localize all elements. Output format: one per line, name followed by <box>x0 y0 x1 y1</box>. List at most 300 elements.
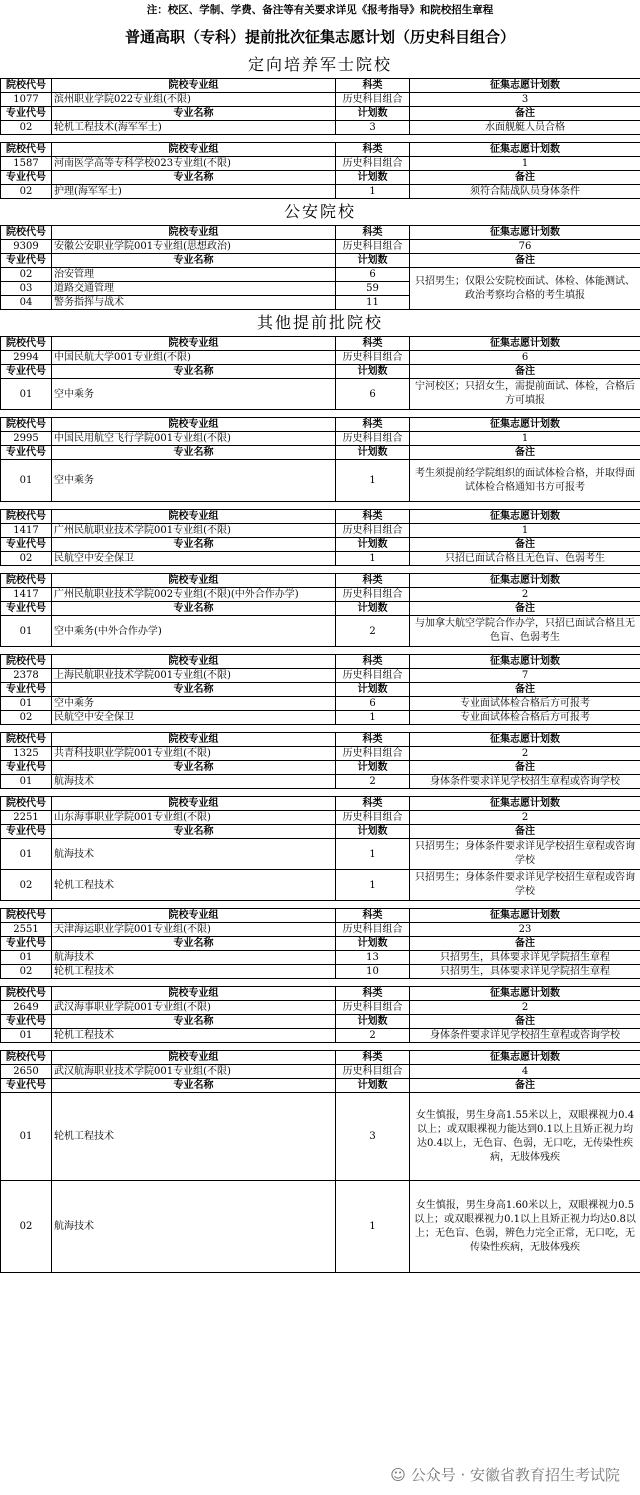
header-major-code: 专业代号 <box>1 107 52 121</box>
major-header-row <box>1 1079 640 1093</box>
group-header-row <box>1 909 640 923</box>
major-remark: 只招男生，具体要求详见学院招生章程 <box>410 951 640 965</box>
school-group-table <box>0 336 640 410</box>
header-subject: 科类 <box>336 574 410 588</box>
major-code: 02 <box>1 268 52 282</box>
header-major-name: 专业名称 <box>52 761 336 775</box>
major-remark: 只招男生，具体要求详见学院招生章程 <box>410 965 640 979</box>
school-group-name: 安徽公安职业学院001专业组(思想政治) <box>52 240 336 254</box>
header-subject: 科类 <box>336 226 410 240</box>
major-code: 02 <box>1 552 52 566</box>
content <box>0 52 640 1273</box>
major-name: 航海技术 <box>52 1181 336 1273</box>
header-plan: 计划数 <box>336 1015 410 1029</box>
major-name: 治安管理 <box>52 268 336 282</box>
subject: 历史科目组合 <box>336 240 410 254</box>
major-remark: 宁河校区；只招女生，需提前面试、体检，合格后方可填报 <box>410 379 640 410</box>
major-remark: 只招已面试合格且无色盲、色弱考生 <box>410 552 640 566</box>
major-code: 02 <box>1 121 52 135</box>
notice: 注：校区、学制、学费、备注等有关要求详见《报考指导》和院校招生章程 <box>146 4 494 16</box>
major-code: 01 <box>1 460 52 502</box>
major-header-row <box>1 1015 640 1029</box>
header-major-code: 专业代号 <box>1 761 52 775</box>
header-major-code: 专业代号 <box>1 1079 52 1093</box>
major-name: 民航空中安全保卫 <box>52 711 336 725</box>
major-row <box>1 185 640 199</box>
header-school-code: 院校代号 <box>1 79 52 93</box>
major-remark: 只招男生；仅限公安院校面试、体检、体能测试、政治考察均合格的考生填报 <box>410 268 640 310</box>
major-row <box>1 839 640 870</box>
subject: 历史科目组合 <box>336 351 410 365</box>
major-name: 护理(海军军士) <box>52 185 336 199</box>
header-plan-total: 征集志愿计划数 <box>410 655 640 669</box>
header-plan: 计划数 <box>336 254 410 268</box>
section-heading: 其他提前批院校 <box>256 313 383 332</box>
header-school-group: 院校专业组 <box>52 510 336 524</box>
header-remark: 备注 <box>410 602 640 616</box>
header-remark: 备注 <box>410 1015 640 1029</box>
group-row <box>1 811 640 825</box>
major-plan: 2 <box>336 1029 410 1043</box>
header-major-code: 专业代号 <box>1 602 52 616</box>
major-name: 警务指挥与战术 <box>52 296 336 310</box>
header-major-name: 专业名称 <box>52 171 336 185</box>
school-group-name: 武汉海事职业学院001专业组(不限) <box>52 1001 336 1015</box>
header-plan-total: 征集志愿计划数 <box>410 574 640 588</box>
school-group-table <box>0 796 640 901</box>
school-group-name: 滨州职业学院022专业组(不限) <box>52 93 336 107</box>
group-row <box>1 432 640 446</box>
school-code: 1587 <box>1 157 52 171</box>
school-group-table <box>0 908 640 979</box>
header-plan: 计划数 <box>336 171 410 185</box>
header-plan: 计划数 <box>336 825 410 839</box>
header-school-code: 院校代号 <box>1 1051 52 1065</box>
header-major-code: 专业代号 <box>1 937 52 951</box>
group-header-row <box>1 1051 640 1065</box>
header-major-code: 专业代号 <box>1 254 52 268</box>
school-group-table <box>0 225 640 310</box>
school-group-table <box>0 417 640 502</box>
plan-total: 7 <box>410 669 640 683</box>
group-header-row <box>1 733 640 747</box>
major-row <box>1 951 640 965</box>
header-major-code: 专业代号 <box>1 171 52 185</box>
major-row <box>1 379 640 410</box>
major-name: 航海技术 <box>52 951 336 965</box>
header-major-code: 专业代号 <box>1 683 52 697</box>
subject: 历史科目组合 <box>336 1065 410 1079</box>
header-remark: 备注 <box>410 254 640 268</box>
school-group-name: 中国民航大学001专业组(不限) <box>52 351 336 365</box>
header-major-name: 专业名称 <box>52 683 336 697</box>
header-school-group: 院校专业组 <box>52 797 336 811</box>
header-plan-total: 征集志愿计划数 <box>410 909 640 923</box>
header-major-name: 专业名称 <box>52 538 336 552</box>
header-subject: 科类 <box>336 418 410 432</box>
major-row <box>1 1181 640 1273</box>
major-name: 轮机工程技术 <box>52 870 336 901</box>
school-group-table <box>0 654 640 725</box>
header-subject: 科类 <box>336 337 410 351</box>
header-remark: 备注 <box>410 538 640 552</box>
school-code: 2649 <box>1 1001 52 1015</box>
watermark-text: 公众号 · 安徽省教育招生考试院 <box>410 1466 620 1484</box>
plan-total: 2 <box>410 811 640 825</box>
major-remark: 与加拿大航空学院合作办学，只招已面试合格且无色盲、色弱考生 <box>410 616 640 647</box>
group-header-row <box>1 655 640 669</box>
group-row <box>1 1001 640 1015</box>
subject: 历史科目组合 <box>336 432 410 446</box>
major-plan: 10 <box>336 965 410 979</box>
header-school-group: 院校专业组 <box>52 143 336 157</box>
school-group-table <box>0 142 640 199</box>
group-row <box>1 351 640 365</box>
major-plan: 13 <box>336 951 410 965</box>
header-plan: 计划数 <box>336 602 410 616</box>
plan-total: 2 <box>410 1001 640 1015</box>
header-plan-total: 征集志愿计划数 <box>410 337 640 351</box>
major-code: 01 <box>1 839 52 870</box>
major-name: 轮机工程技术 <box>52 965 336 979</box>
header-major-name: 专业名称 <box>52 1015 336 1029</box>
major-code: 01 <box>1 775 52 789</box>
header-plan: 计划数 <box>336 761 410 775</box>
header-school-code: 院校代号 <box>1 655 52 669</box>
school-group-table <box>0 986 640 1043</box>
major-remark: 女生慎报，男生身高1.60米以上，双眼裸视力0.5以上；或双眼裸视力0.1以上且矫正视力均达0.8以上；无色盲、色弱，辨色力完全正常，无口吃，无传染性疾病，无肢体残疾 <box>410 1181 640 1273</box>
header-major-code: 专业代号 <box>1 446 52 460</box>
header-major-name: 专业名称 <box>52 825 336 839</box>
header-school-group: 院校专业组 <box>52 226 336 240</box>
header-subject: 科类 <box>336 987 410 1001</box>
major-name: 轮机工程技术(海军军士) <box>52 121 336 135</box>
header-plan-total: 征集志愿计划数 <box>410 226 640 240</box>
plan-total: 2 <box>410 588 640 602</box>
major-code: 01 <box>1 697 52 711</box>
group-header-row <box>1 337 640 351</box>
header-plan: 计划数 <box>336 538 410 552</box>
header-major-name: 专业名称 <box>52 365 336 379</box>
major-remark: 身体条件要求详见学校招生章程或咨询学校 <box>410 1029 640 1043</box>
header-plan-total: 征集志愿计划数 <box>410 987 640 1001</box>
header-school-group: 院校专业组 <box>52 987 336 1001</box>
header-remark: 备注 <box>410 825 640 839</box>
major-plan: 1 <box>336 870 410 901</box>
header-school-code: 院校代号 <box>1 143 52 157</box>
header-school-group: 院校专业组 <box>52 418 336 432</box>
major-header-row <box>1 761 640 775</box>
major-code: 02 <box>1 965 52 979</box>
header-remark: 备注 <box>410 171 640 185</box>
page-title: 普通高职（专科）提前批次征集志愿计划（历史科目组合） <box>124 28 515 46</box>
major-row <box>1 965 640 979</box>
major-plan: 3 <box>336 1093 410 1181</box>
major-remark: 考生须提前经学院组织的面试体检合格，并取得面试体检合格通知书方可报考 <box>410 460 640 502</box>
school-group-name: 广州民航职业技术学院002专业组(不限)(中外合作办学) <box>52 588 336 602</box>
major-plan: 2 <box>336 775 410 789</box>
header-school-group: 院校专业组 <box>52 655 336 669</box>
plan-total: 23 <box>410 923 640 937</box>
header-major-code: 专业代号 <box>1 1015 52 1029</box>
header-remark: 备注 <box>410 1079 640 1093</box>
major-remark: 专业面试体检合格后方可报考 <box>410 711 640 725</box>
school-group-name: 河南医学高等专科学校023专业组(不限) <box>52 157 336 171</box>
section-heading: 定向培养军士院校 <box>247 55 392 74</box>
group-row <box>1 923 640 937</box>
major-remark: 只招男生；身体条件要求详见学校招生章程或咨询学校 <box>410 839 640 870</box>
group-row <box>1 524 640 538</box>
school-code: 2551 <box>1 923 52 937</box>
major-header-row <box>1 602 640 616</box>
subject: 历史科目组合 <box>336 669 410 683</box>
header-plan: 计划数 <box>336 446 410 460</box>
major-name: 航海技术 <box>52 775 336 789</box>
major-code: 01 <box>1 951 52 965</box>
header-major-name: 专业名称 <box>52 602 336 616</box>
subject: 历史科目组合 <box>336 588 410 602</box>
major-plan: 11 <box>336 296 410 310</box>
school-group-table <box>0 732 640 789</box>
major-name: 空中乘务(中外合作办学) <box>52 616 336 647</box>
major-row <box>1 1093 640 1181</box>
major-code: 04 <box>1 296 52 310</box>
major-code: 02 <box>1 1181 52 1273</box>
school-code: 1417 <box>1 588 52 602</box>
major-header-row <box>1 538 640 552</box>
header-remark: 备注 <box>410 937 640 951</box>
section-heading: 公安院校 <box>283 202 356 221</box>
group-row <box>1 669 640 683</box>
header-subject: 科类 <box>336 655 410 669</box>
group-row <box>1 240 640 254</box>
header-remark: 备注 <box>410 683 640 697</box>
major-name: 道路交通管理 <box>52 282 336 296</box>
header-plan: 计划数 <box>336 937 410 951</box>
group-header-row <box>1 797 640 811</box>
school-code: 2251 <box>1 811 52 825</box>
major-code: 01 <box>1 379 52 410</box>
header-plan: 计划数 <box>336 107 410 121</box>
header-school-group: 院校专业组 <box>52 909 336 923</box>
major-header-row <box>1 254 640 268</box>
school-group-name: 武汉航海职业技术学院001专业组(不限) <box>52 1065 336 1079</box>
header-subject: 科类 <box>336 143 410 157</box>
major-header-row <box>1 446 640 460</box>
header-school-code: 院校代号 <box>1 733 52 747</box>
major-remark: 须符合陆战队员身体条件 <box>410 185 640 199</box>
school-code: 2994 <box>1 351 52 365</box>
header-school-code: 院校代号 <box>1 418 52 432</box>
subject: 历史科目组合 <box>336 1001 410 1015</box>
header-plan-total: 征集志愿计划数 <box>410 79 640 93</box>
major-row <box>1 711 640 725</box>
group-row <box>1 588 640 602</box>
major-plan: 1 <box>336 552 410 566</box>
plan-total: 4 <box>410 1065 640 1079</box>
major-remark: 女生慎报，男生身高1.55米以上，双眼裸视力0.4以上；或双眼裸视力能达到0.1以上且矫正视力均达0.4以上，无色盲、色弱，无口吃，无传染性疾病，无肢体残疾 <box>410 1093 640 1181</box>
major-row <box>1 268 640 282</box>
school-group-name: 中国民用航空飞行学院001专业组(不限) <box>52 432 336 446</box>
header-subject: 科类 <box>336 733 410 747</box>
group-row <box>1 1065 640 1079</box>
major-row <box>1 775 640 789</box>
header-school-group: 院校专业组 <box>52 1051 336 1065</box>
header-subject: 科类 <box>336 909 410 923</box>
subject: 历史科目组合 <box>336 747 410 761</box>
header-major-code: 专业代号 <box>1 538 52 552</box>
header-school-code: 院校代号 <box>1 797 52 811</box>
plan-total: 1 <box>410 157 640 171</box>
school-group-table <box>0 78 640 135</box>
school-code: 1325 <box>1 747 52 761</box>
header-remark: 备注 <box>410 107 640 121</box>
major-row <box>1 552 640 566</box>
major-row <box>1 870 640 901</box>
major-code: 01 <box>1 616 52 647</box>
header-major-name: 专业名称 <box>52 1079 336 1093</box>
major-remark: 水面舰艇人员合格 <box>410 121 640 135</box>
watermark <box>390 1464 620 1485</box>
plan-total: 2 <box>410 747 640 761</box>
header-school-code: 院校代号 <box>1 909 52 923</box>
school-code: 2995 <box>1 432 52 446</box>
major-plan: 1 <box>336 1181 410 1273</box>
major-name: 空中乘务 <box>52 697 336 711</box>
school-code: 2378 <box>1 669 52 683</box>
header-plan-total: 征集志愿计划数 <box>410 143 640 157</box>
school-code: 1417 <box>1 524 52 538</box>
wechat-icon: ☺ <box>390 1466 406 1484</box>
major-row <box>1 460 640 502</box>
major-name: 空中乘务 <box>52 460 336 502</box>
major-plan: 6 <box>336 697 410 711</box>
major-plan: 6 <box>336 379 410 410</box>
header-school-group: 院校专业组 <box>52 79 336 93</box>
group-row <box>1 157 640 171</box>
subject: 历史科目组合 <box>336 157 410 171</box>
major-plan: 6 <box>336 268 410 282</box>
group-header-row <box>1 79 640 93</box>
header-major-name: 专业名称 <box>52 937 336 951</box>
header-plan-total: 征集志愿计划数 <box>410 733 640 747</box>
major-plan: 2 <box>336 616 410 647</box>
header-school-group: 院校专业组 <box>52 574 336 588</box>
subject: 历史科目组合 <box>336 811 410 825</box>
subject: 历史科目组合 <box>336 923 410 937</box>
major-name: 民航空中安全保卫 <box>52 552 336 566</box>
school-group-name: 山东海事职业学院001专业组(不限) <box>52 811 336 825</box>
major-remark: 专业面试体检合格后方可报考 <box>410 697 640 711</box>
header-plan: 计划数 <box>336 365 410 379</box>
header-school-group: 院校专业组 <box>52 337 336 351</box>
major-row <box>1 121 640 135</box>
header-major-name: 专业名称 <box>52 107 336 121</box>
group-header-row <box>1 987 640 1001</box>
header-major-code: 专业代号 <box>1 365 52 379</box>
header-plan-total: 征集志愿计划数 <box>410 1051 640 1065</box>
header-plan-total: 征集志愿计划数 <box>410 418 640 432</box>
major-plan: 1 <box>336 839 410 870</box>
header-plan: 计划数 <box>336 1079 410 1093</box>
major-code: 03 <box>1 282 52 296</box>
header-school-code: 院校代号 <box>1 337 52 351</box>
plan-total: 1 <box>410 432 640 446</box>
school-code: 1077 <box>1 93 52 107</box>
header-remark: 备注 <box>410 365 640 379</box>
header-school-code: 院校代号 <box>1 226 52 240</box>
header-subject: 科类 <box>336 510 410 524</box>
group-row <box>1 93 640 107</box>
header-remark: 备注 <box>410 761 640 775</box>
header-plan-total: 征集志愿计划数 <box>410 797 640 811</box>
school-group-table <box>0 509 640 566</box>
major-name: 轮机工程技术 <box>52 1093 336 1181</box>
header-school-code: 院校代号 <box>1 574 52 588</box>
school-group-name: 共青科技职业学院001专业组(不限) <box>52 747 336 761</box>
plan-total: 3 <box>410 93 640 107</box>
school-code: 2650 <box>1 1065 52 1079</box>
school-group-name: 天津海运职业学院001专业组(不限) <box>52 923 336 937</box>
school-group-table <box>0 1050 640 1273</box>
major-header-row <box>1 937 640 951</box>
header-subject: 科类 <box>336 797 410 811</box>
major-name: 轮机工程技术 <box>52 1029 336 1043</box>
school-group-table <box>0 573 640 647</box>
group-header-row <box>1 143 640 157</box>
major-plan: 1 <box>336 185 410 199</box>
header-plan-total: 征集志愿计划数 <box>410 510 640 524</box>
plan-total: 76 <box>410 240 640 254</box>
major-plan: 3 <box>336 121 410 135</box>
header-school-group: 院校专业组 <box>52 733 336 747</box>
major-header-row <box>1 171 640 185</box>
header-major-name: 专业名称 <box>52 446 336 460</box>
major-plan: 1 <box>336 460 410 502</box>
major-code: 02 <box>1 185 52 199</box>
major-code: 02 <box>1 711 52 725</box>
major-row <box>1 697 640 711</box>
major-header-row <box>1 365 640 379</box>
major-name: 空中乘务 <box>52 379 336 410</box>
major-header-row <box>1 825 640 839</box>
plan-total: 1 <box>410 524 640 538</box>
header-major-code: 专业代号 <box>1 825 52 839</box>
major-remark: 只招男生；身体条件要求详见学校招生章程或咨询学校 <box>410 870 640 901</box>
major-name: 航海技术 <box>52 839 336 870</box>
plan-total: 6 <box>410 351 640 365</box>
group-header-row <box>1 226 640 240</box>
major-code: 01 <box>1 1029 52 1043</box>
school-group-name: 上海民航职业技术学院001专业组(不限) <box>52 669 336 683</box>
subject: 历史科目组合 <box>336 524 410 538</box>
school-group-name: 广州民航职业技术学院001专业组(不限) <box>52 524 336 538</box>
major-plan: 1 <box>336 711 410 725</box>
major-row <box>1 1029 640 1043</box>
major-plan: 59 <box>336 282 410 296</box>
group-header-row <box>1 418 640 432</box>
group-row <box>1 747 640 761</box>
group-header-row <box>1 510 640 524</box>
header-plan: 计划数 <box>336 683 410 697</box>
major-remark: 身体条件要求详见学校招生章程或咨询学校 <box>410 775 640 789</box>
major-code: 02 <box>1 870 52 901</box>
header-major-name: 专业名称 <box>52 254 336 268</box>
header-remark: 备注 <box>410 446 640 460</box>
major-header-row <box>1 107 640 121</box>
header-school-code: 院校代号 <box>1 510 52 524</box>
major-code: 01 <box>1 1093 52 1181</box>
